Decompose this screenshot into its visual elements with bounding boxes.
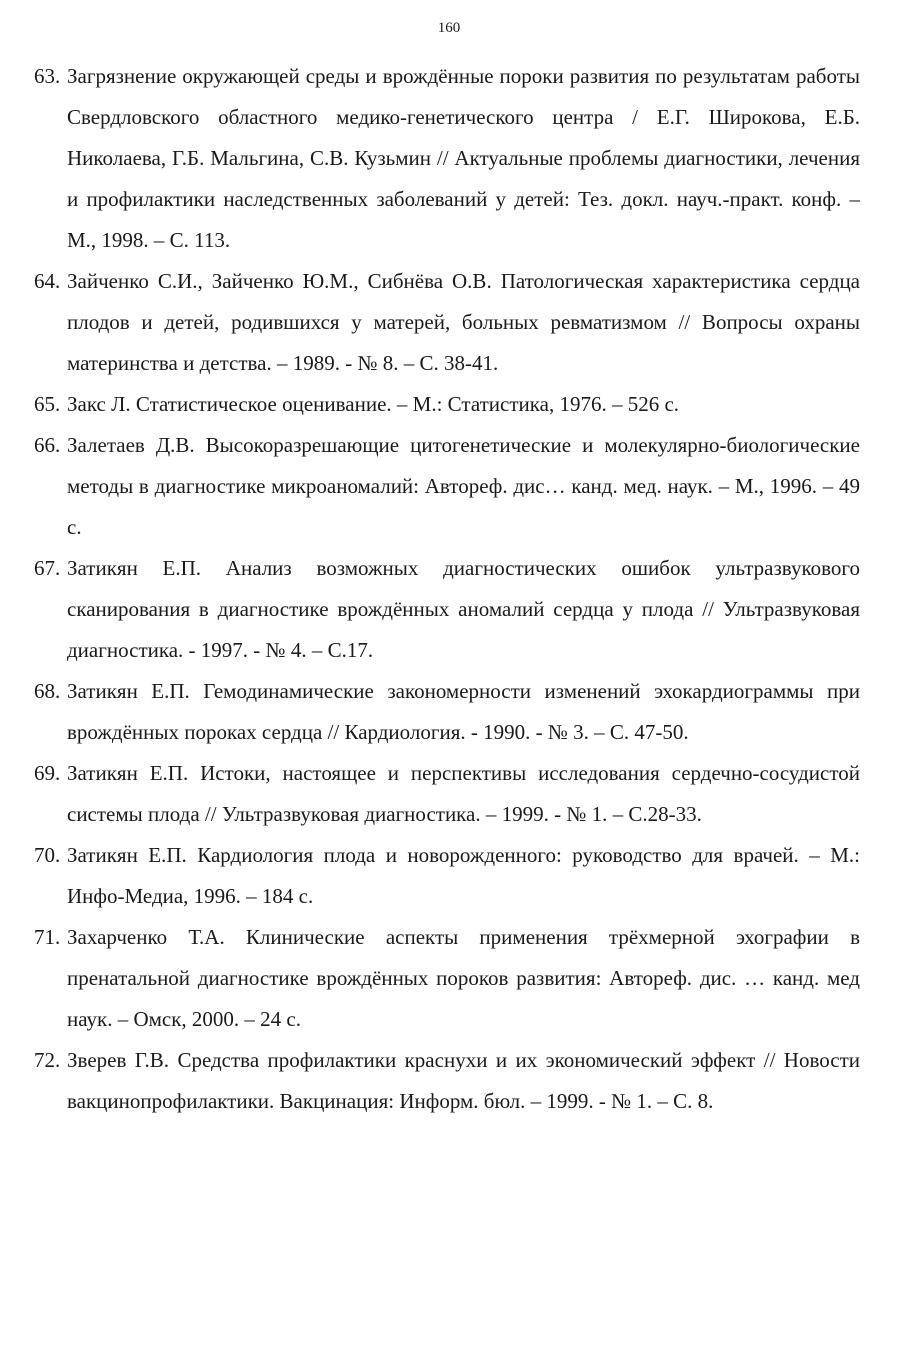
reference-text: Затикян Е.П. Кардиология плода и новорожденного: руководство для врачей. – М.: Инфо-Медиа, 1996. – 184 с.	[67, 843, 860, 908]
reference-text: Затикян Е.П. Анализ возможных диагностических ошибок ультразвукового сканирования в диагностике врождённых аномалий сердца у плода // Ультразвуковая диагностика. - 1997. - № 4. – С.17.	[67, 556, 860, 662]
reference-number: 65.	[34, 392, 61, 416]
reference-number: 64.	[34, 269, 61, 293]
reference-item-70	[34, 835, 860, 917]
reference-item-65	[34, 384, 860, 425]
reference-number: 71.	[34, 925, 61, 949]
reference-number: 69.	[34, 761, 61, 785]
reference-item-67	[34, 548, 860, 671]
reference-item-63	[34, 56, 860, 261]
reference-text: Затикян Е.П. Истоки, настоящее и перспективы исследования сердечно-сосудистой системы плода // Ультразвуковая диагностика. – 1999. - № 1. – С.28-33.	[67, 761, 860, 826]
reference-item-66	[34, 425, 860, 548]
reference-item-64	[34, 261, 860, 384]
reference-item-69	[34, 753, 860, 835]
reference-number: 67.	[34, 556, 61, 580]
reference-item-71	[34, 917, 860, 1040]
reference-number: 68.	[34, 679, 61, 703]
reference-number: 63.	[34, 64, 61, 88]
reference-item-72	[34, 1040, 860, 1122]
reference-text: Зайченко С.И., Зайченко Ю.М., Сибнёва О.В. Патологическая характеристика сердца плодов и детей, родившихся у матерей, больных ревматизмом // Вопросы охраны материнства и детства. – 1989. - № 8. – С. 38-41.	[67, 269, 860, 375]
reference-list	[34, 56, 860, 1122]
reference-text: Закс Л. Статистическое оценивание. – М.: Статистика, 1976. – 526 с.	[67, 392, 680, 416]
reference-number: 70.	[34, 843, 61, 867]
reference-text: Загрязнение окружающей среды и врождённые пороки развития по результатам работы Свердловского областного медико-генетического центра / Е.Г. Широкова, Е.Б. Николаева, Г.Б. Мальгина, С.В. Кузьмин // Актуальные проблемы диагностики, лечения и профилактики наследственных заболеваний у детей: Тез. докл. науч.-практ. конф. – М., 1998. – С. 113.	[67, 64, 860, 252]
reference-text: Затикян Е.П. Гемодинамические закономерности изменений эхокардиограммы при врождённых пороках сердца // Кардиология. - 1990. - № 3. – С. 47-50.	[67, 679, 860, 744]
reference-text: Зверев Г.В. Средства профилактики краснухи и их экономический эффект // Новости вакцинопрофилактики. Вакцинация: Информ. бюл. – 1999. - № 1. – С. 8.	[67, 1048, 860, 1113]
reference-item-68	[34, 671, 860, 753]
reference-number: 72.	[34, 1048, 61, 1072]
page-number: 160	[437, 20, 461, 36]
reference-text: Захарченко Т.А. Клинические аспекты применения трёхмерной эхографии в пренатальной диагностике врождённых пороков развития: Автореф. дис. … канд. мед наук. – Омск, 2000. – 24 с.	[67, 925, 860, 1031]
reference-text: Залетаев Д.В. Высокоразрешающие цитогенетические и молекулярно-биологические методы в диагностике микроаномалий: Автореф. дис… канд. мед. наук. – М., 1996. – 49 с.	[67, 433, 860, 539]
reference-number: 66.	[34, 433, 61, 457]
